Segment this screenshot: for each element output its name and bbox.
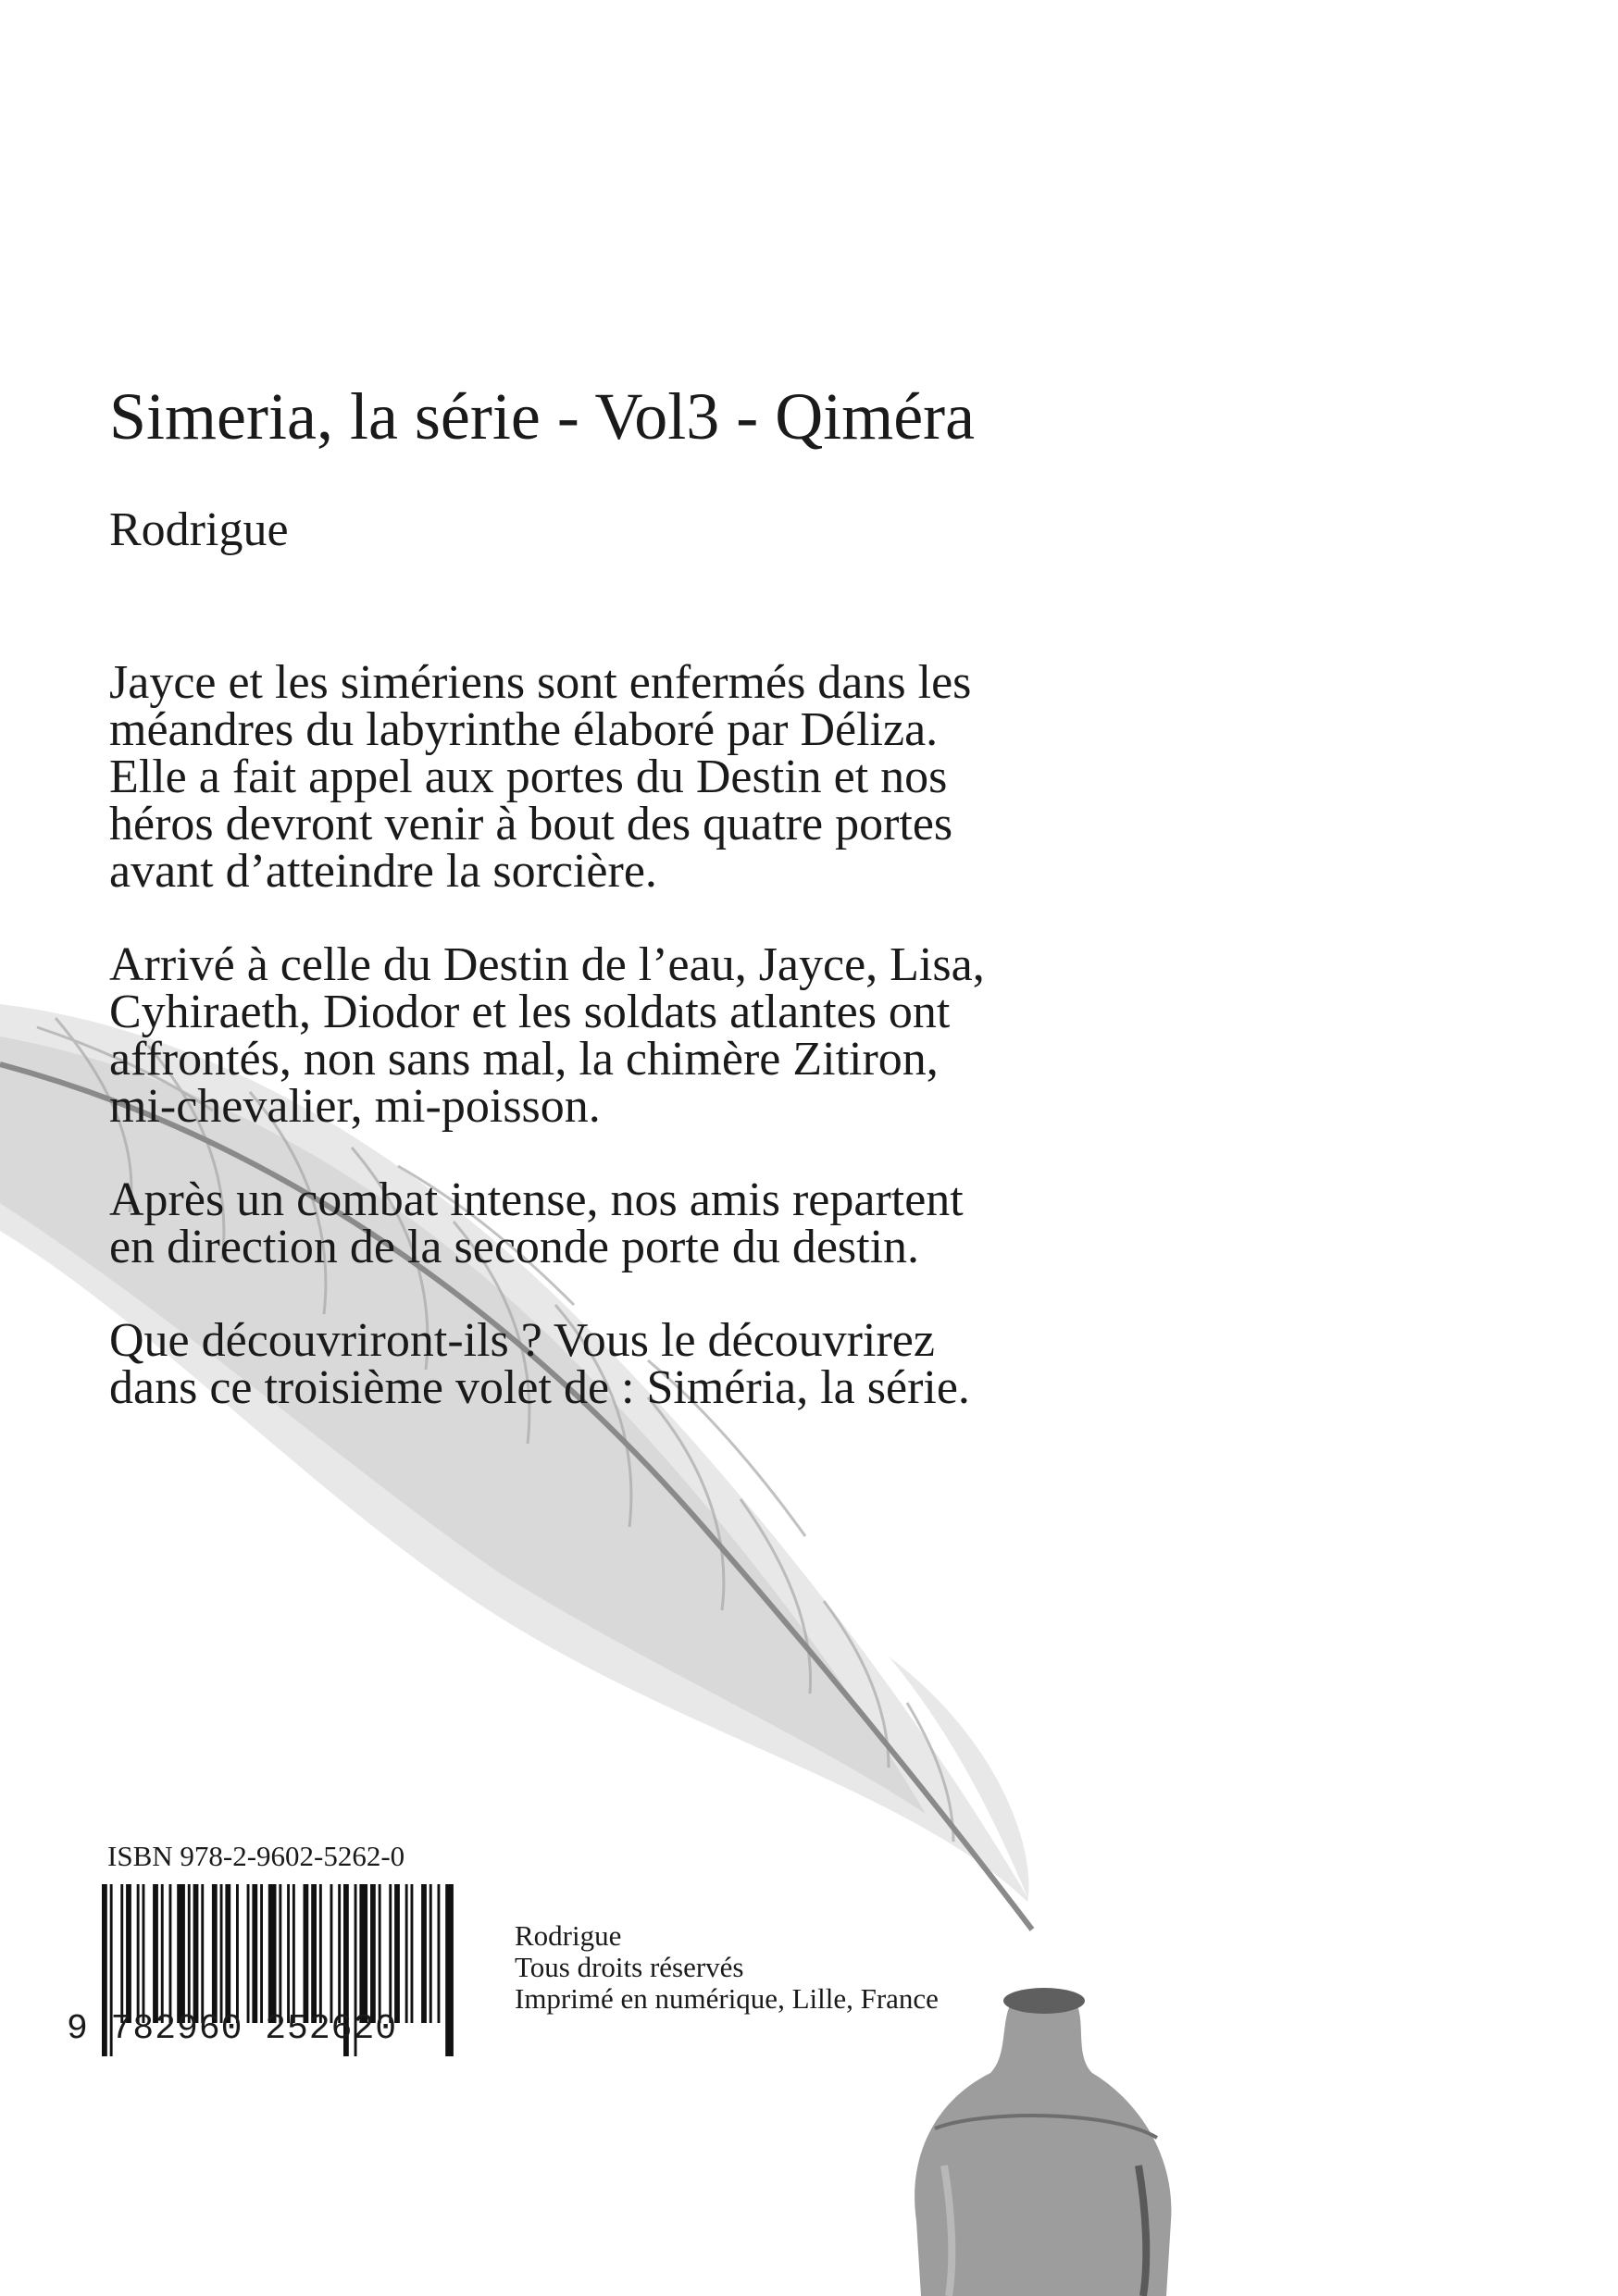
barcode-bar: [279, 1884, 281, 2023]
barcode-bar: [311, 1884, 317, 2023]
blurb-line: méandres du labyrinthe élaboré par Déliza.: [109, 703, 939, 756]
blurb-line: affrontés, non sans mal, la chimère Zitiron,: [109, 1033, 939, 1086]
barcode-bar: [201, 1884, 204, 2023]
barcode-bar: [287, 1884, 290, 2023]
barcode-bar: [236, 1884, 239, 2023]
barcode-bar: [292, 1884, 295, 2023]
barcode-bar: [252, 1884, 257, 2023]
blurb-paragraph: [109, 938, 1257, 1133]
barcode-bar: [405, 1884, 408, 2023]
barcode-bar: [338, 1884, 341, 2023]
barcode-bar: [330, 1884, 333, 2023]
barcode-bar: [379, 1884, 381, 2023]
imprint-rights: Tous droits réservés: [515, 1951, 744, 1983]
author-name: Rodrigue: [109, 503, 289, 556]
barcode-bar: [319, 1884, 322, 2023]
imprint: [515, 1920, 939, 2015]
barcode-bar: [411, 1884, 414, 2023]
barcode-bar: [421, 1884, 427, 2023]
barcode-bar: [153, 1884, 158, 2023]
blurb-line: Arrivé à celle du Destin de l’eau, Jayce, Lisa,: [109, 938, 985, 991]
blurb-paragraph: [109, 1173, 1257, 1273]
barcode-bar: [161, 1884, 164, 2023]
barcode-bar: [389, 1884, 392, 2023]
blurb-line: Elle a fait appel aux portes du Destin et nos: [109, 751, 948, 803]
blurb-paragraph: [109, 1314, 1257, 1414]
barcode-bar: [188, 1884, 191, 2023]
blurb-line: dans ce troisième volet de : Siméria, la série.: [109, 1361, 970, 1414]
barcode-bar: [169, 1884, 172, 2023]
blurb-line: avant d’atteindre la sorcière.: [109, 845, 657, 898]
barcode-bar: [120, 1884, 123, 2023]
blurb-line: en direction de la seconde porte du destin.: [109, 1221, 920, 1273]
barcode-bar: [220, 1884, 223, 2023]
imprint-publisher: Rodrigue: [515, 1919, 622, 1952]
blurb-line: Après un combat intense, nos amis repartent: [109, 1173, 964, 1226]
blurb-line: Cyhiraeth, Diodor et les soldats atlantes ont: [109, 986, 951, 1038]
barcode-bar: [212, 1884, 218, 2023]
inkwell-icon: [915, 1988, 1171, 2296]
barcode-bar: [429, 1884, 432, 2023]
barcode-bar: [177, 1884, 185, 2023]
barcode-bar: [137, 1884, 140, 2023]
barcode-bar: [370, 1884, 376, 2023]
barcode-bar: [193, 1884, 199, 2023]
blurb: [109, 656, 1257, 1458]
barcode-digits: 9 782960 252620: [67, 2009, 398, 2049]
isbn-label: ISBN 978-2-9602-5262-0: [107, 1840, 405, 1872]
barcode-bar: [225, 1884, 230, 2023]
blurb-line: Jayce et les simériens sont enfermés dans les: [109, 656, 972, 709]
barcode-bar: [445, 1884, 454, 2056]
barcode-bar: [359, 1884, 367, 2023]
imprint-printed: Imprimé en numérique, Lille, France: [515, 1982, 939, 2015]
barcode-bar: [143, 1884, 145, 2023]
blurb-line: Que découvriront-ils ? Vous le découvrirez: [109, 1314, 935, 1367]
barcode-bar: [247, 1884, 250, 2023]
barcode-bar: [394, 1884, 400, 2023]
barcode-bar: [304, 1884, 309, 2023]
blurb-line: héros devront venir à bout des quatre portes: [109, 798, 953, 850]
blurb-paragraph: [109, 656, 1257, 898]
book-title: Simeria, la série - Vol3 - Qiméra: [109, 379, 976, 453]
barcode-bar: [268, 1884, 277, 2023]
barcode-bar: [438, 1884, 441, 2023]
barcode-bar: [126, 1884, 131, 2023]
blurb-line: mi-chevalier, mi-poisson.: [109, 1080, 601, 1133]
barcode-bar: [260, 1884, 263, 2023]
